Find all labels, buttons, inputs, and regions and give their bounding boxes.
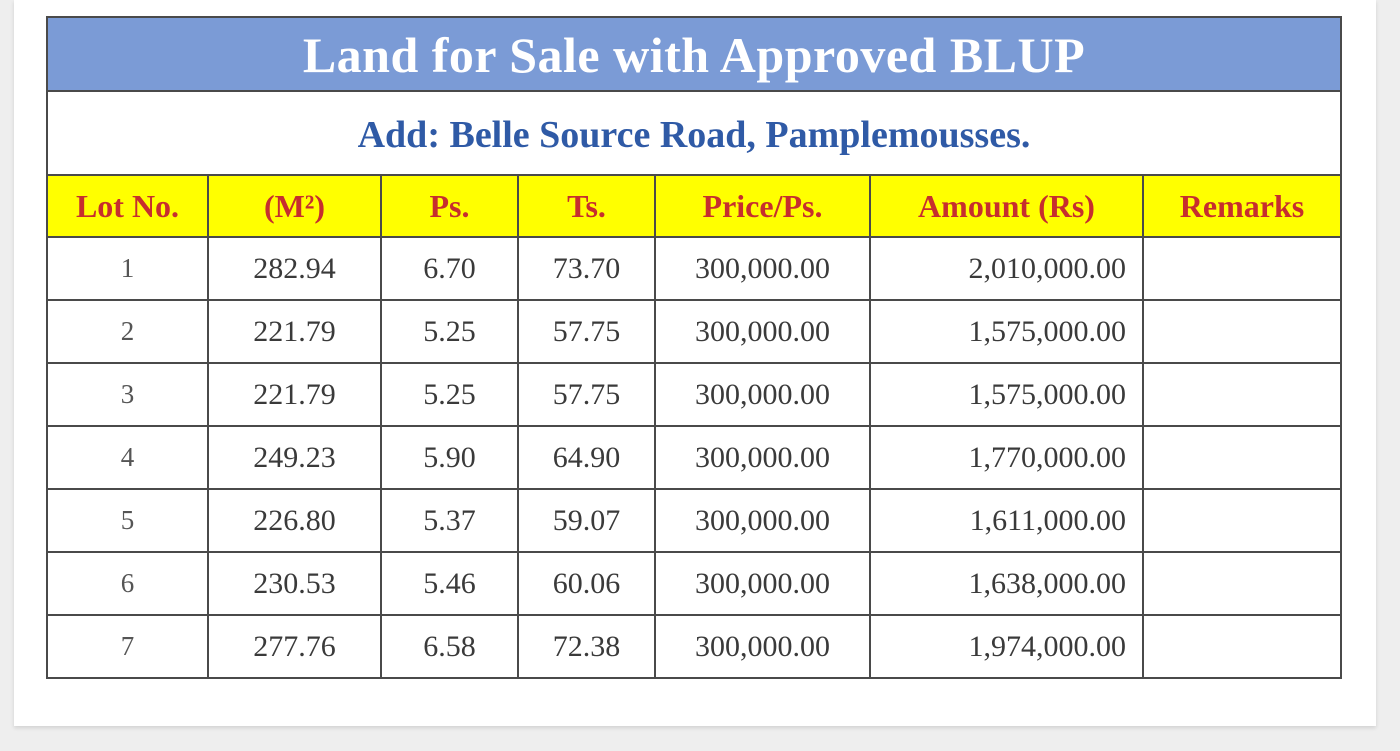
header-price-per-ps: Price/Ps. [655,176,870,237]
cell-lot-no: 6 [48,552,208,615]
cell-price: 300,000.00 [655,426,870,489]
cell-area: 226.80 [208,489,381,552]
cell-area: 249.23 [208,426,381,489]
cell-amount: 1,575,000.00 [870,363,1143,426]
table-header-row [48,176,1340,237]
listing-frame [46,16,1342,679]
cell-ts: 64.90 [518,426,655,489]
cell-area: 221.79 [208,363,381,426]
table-row [48,237,1340,300]
cell-lot-no: 3 [48,363,208,426]
cell-remarks [1143,237,1340,300]
cell-ts: 57.75 [518,300,655,363]
header-ts: Ts. [518,176,655,237]
lots-table [48,176,1340,677]
cell-price: 300,000.00 [655,237,870,300]
cell-ps: 6.70 [381,237,518,300]
header-remarks: Remarks [1143,176,1340,237]
cell-remarks [1143,552,1340,615]
cell-ts: 57.75 [518,363,655,426]
cell-amount: 1,974,000.00 [870,615,1143,677]
cell-ps: 5.25 [381,363,518,426]
table-row [48,300,1340,363]
cell-remarks [1143,363,1340,426]
cell-price: 300,000.00 [655,363,870,426]
cell-remarks [1143,489,1340,552]
cell-remarks [1143,426,1340,489]
cell-area: 277.76 [208,615,381,677]
cell-lot-no: 7 [48,615,208,677]
header-area-m2: (M²) [208,176,381,237]
cell-amount: 1,770,000.00 [870,426,1143,489]
table-row [48,552,1340,615]
cell-area: 282.94 [208,237,381,300]
cell-ts: 59.07 [518,489,655,552]
header-lot-no: Lot No. [48,176,208,237]
cell-amount: 1,575,000.00 [870,300,1143,363]
page-title: Land for Sale with Approved BLUP [48,18,1340,92]
cell-ts: 72.38 [518,615,655,677]
cell-ts: 73.70 [518,237,655,300]
document-sheet [14,0,1376,726]
cell-price: 300,000.00 [655,300,870,363]
cell-remarks [1143,615,1340,677]
cell-lot-no: 5 [48,489,208,552]
header-amount: Amount (Rs) [870,176,1143,237]
cell-remarks [1143,300,1340,363]
cell-area: 230.53 [208,552,381,615]
address-subtitle: Add: Belle Source Road, Pamplemousses. [48,92,1340,176]
cell-ps: 5.46 [381,552,518,615]
cell-ps: 5.37 [381,489,518,552]
cell-price: 300,000.00 [655,615,870,677]
cell-area: 221.79 [208,300,381,363]
table-row [48,426,1340,489]
cell-ts: 60.06 [518,552,655,615]
cell-ps: 6.58 [381,615,518,677]
cell-price: 300,000.00 [655,552,870,615]
header-ps: Ps. [381,176,518,237]
table-row [48,363,1340,426]
cell-lot-no: 1 [48,237,208,300]
cell-amount: 2,010,000.00 [870,237,1143,300]
cell-amount: 1,638,000.00 [870,552,1143,615]
cell-amount: 1,611,000.00 [870,489,1143,552]
cell-ps: 5.90 [381,426,518,489]
table-row [48,489,1340,552]
table-row [48,615,1340,677]
cell-lot-no: 4 [48,426,208,489]
cell-lot-no: 2 [48,300,208,363]
cell-ps: 5.25 [381,300,518,363]
cell-price: 300,000.00 [655,489,870,552]
